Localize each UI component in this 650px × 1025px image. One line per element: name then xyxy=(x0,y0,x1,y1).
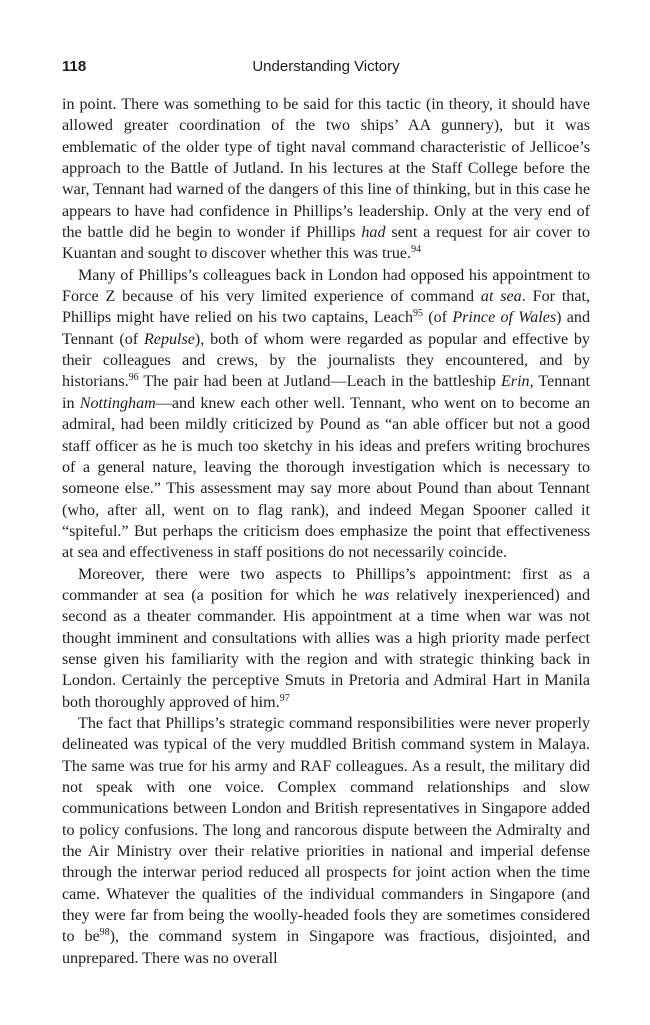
text-run: Moreover, there were two aspects to Phillips’s appointment: first as a commander at sea (a position for which he xyxy=(62,565,590,604)
text-run: The fact that Phillips’s strategic command responsibilities were never properly delineated was typical of the very muddled British command system in Malaya. The same was true for his army and RAF colleagues. As a result, the military did not speak with one voice. Complex command relationships and slow communications between London and British representatives in Singapore added to policy confusions. The long and rancorous dispute between the Admiralty and the Air Ministry over their relative priorities in national and imperial defense through the interwar period reduced all prospects for joint action when the time came. Whatever the qualities of the individual commanders in Singapore (and they were far from being the woolly-headed fools they are sometimes considered to be xyxy=(62,714,590,946)
body-text xyxy=(62,94,590,969)
footnote-ref: 96 xyxy=(128,372,139,384)
paragraph xyxy=(62,265,590,564)
paragraph xyxy=(62,564,590,713)
footnote-ref: 94 xyxy=(411,244,422,256)
text-run: —and knew each other well. Tennant, who went on to become an admiral, had been mildly criticized by Pound as “an able officer but not a good staff officer as he is much too sketchy in his ideas and prefers writing brochures of a general nature, leaving the thorough investigation which is necessary to someone else.” This assessment may say more about Pound than about Tennant (who, after all, went on to flag rank), and indeed Megan Spooner called it “spiteful.” But perhaps the criticism does emphasize the point that effectiveness at sea and effectiveness in staff positions do not necessarily coincide. xyxy=(62,394,591,562)
text-run: Tennant in xyxy=(62,373,590,412)
text-run: ) and Tennant (of xyxy=(62,309,590,348)
text-run: Many of Phillips’s colleagues back in London had opposed his appointment to Force Z because of his very limited experience of command xyxy=(62,266,590,306)
text-run: ), both of whom were regarded as popular and effective by their colleagues and crews, by the journalists they encountered, and by historians. xyxy=(62,330,590,391)
text-run: ), the command system in Singapore was fractious, disjointed, and unprepared. There was no overall xyxy=(62,928,591,967)
running-title: Understanding Victory xyxy=(252,58,400,75)
italic-text: had xyxy=(361,224,386,242)
paragraph xyxy=(62,94,590,265)
text-run: in point. There was something to be said for this tactic (in theory, it should have allowed greater coordination of the two ships’ AA gunnery), but it was emblematic of the older type of tight naval command characteristic of Jellicoe’s approach to the Battle of Jutland. In his lectures at the Staff College before the war, Tennant had warned of the dangers of this line of thinking, but in this case he appears to have had confidence in Phillips’s leadership. Only at the very end of the battle did he begin to wonder if Phillips xyxy=(62,96,590,242)
text-run: sent a request for air cover to Kuantan and sought to discover whether this was true. xyxy=(62,224,591,263)
text-run: The pair had been at Jutland—Leach in the battleship xyxy=(138,373,501,391)
text-run: (of xyxy=(423,309,453,327)
italic-text: Erin, xyxy=(500,373,534,391)
italic-text: Prince of Wales xyxy=(452,309,557,327)
footnote-ref: 98 xyxy=(99,927,110,939)
text-run: . For that, Phillips might have relied on his two captains, Leach xyxy=(62,288,590,327)
italic-text: Nottingham xyxy=(79,394,156,412)
footnote-ref: 97 xyxy=(279,692,290,704)
paragraph xyxy=(62,713,590,969)
page-number: 118 xyxy=(62,58,87,75)
italic-text: at sea xyxy=(480,288,522,306)
footnote-ref: 95 xyxy=(413,308,423,320)
text-run: relatively inexperienced) and second as a theater commander. His appointment at a time when war was not thought imminent and consultations with allies was a high priority made perfect sense given his familiarity with the region and with strategic thinking back in London. Certainly the perceptive Smuts in Pretoria and Admiral Hart in Manila both thoroughly approved of him. xyxy=(62,586,590,711)
italic-text: Repulse xyxy=(143,330,195,348)
italic-text: was xyxy=(364,586,390,604)
page-header xyxy=(62,58,590,80)
